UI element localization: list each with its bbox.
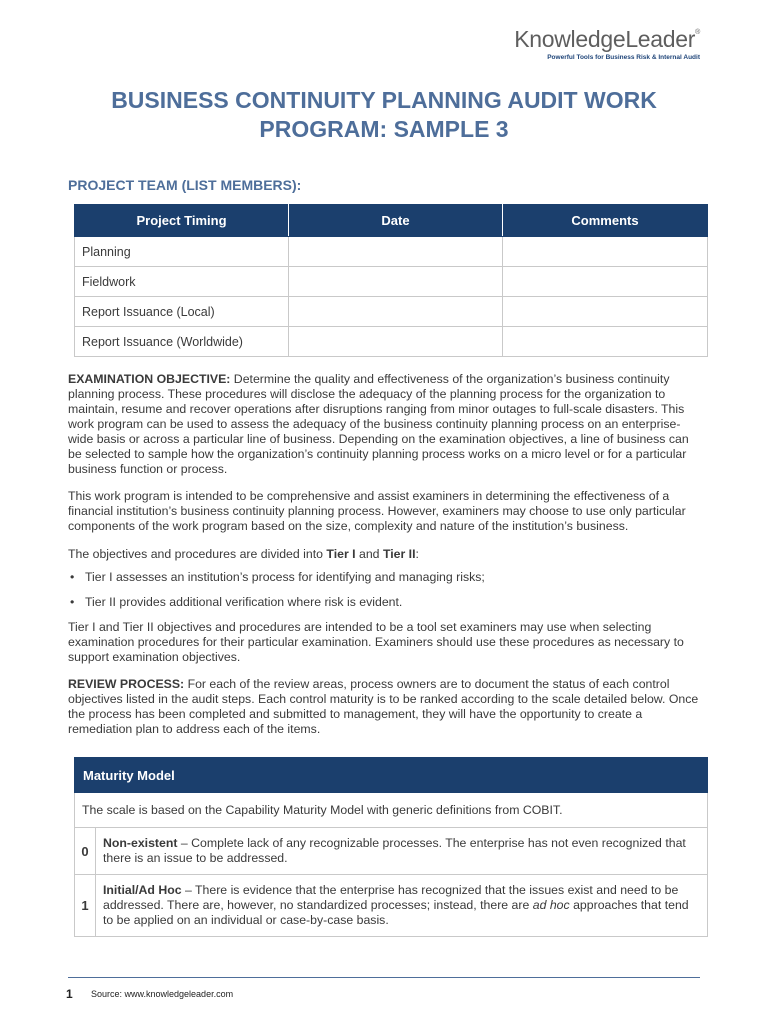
maturity-level-description	[96, 828, 708, 875]
bullet-icon: •	[70, 595, 75, 609]
maturity-level-emphasis: ad hoc	[532, 898, 570, 912]
table-row	[75, 793, 708, 828]
review-process-paragraph	[68, 677, 700, 737]
maturity-level-text: approaches that tend to be applied on an individual or case-by-case basis.	[103, 898, 689, 927]
column-header-date: Date	[289, 205, 503, 237]
review-process-text: For each of the review areas, process owners are to document the status of each control objectives listed in the audit steps. Each control maturity is to be ranked according to the scale detailed below. Once the process has been completed and submitted to management, they will have the opportunity to create a remediation plan to address each of the items.	[68, 677, 699, 736]
list-item	[68, 595, 700, 620]
examination-objective-label: EXAMINATION OBJECTIVE:	[68, 372, 231, 386]
comments-cell[interactable]	[503, 267, 708, 297]
logo-wordmark: KnowledgeLeader	[514, 26, 696, 52]
comments-cell[interactable]	[503, 237, 708, 267]
toolset-paragraph: Tier I and Tier II objectives and procedures are intended to be a tool set examiners may use when selecting examination procedures for their particular examination. Examiners should use these procedures as necessary to support examination objectives.	[68, 620, 684, 664]
bullet-text: Tier II provides additional verification where risk is evident.	[85, 595, 403, 609]
examination-objective-text: Determine the quality and effectiveness of the organization’s business continuity planning process. These procedures will disclose the adequacy of the planning process for the organization to maintain, resume and recover operations after disruptions ranging from minor outages to full-scale disasters. This work program can be used to assess the adequacy of the business continuity planning process on an enterprise-wide basis or across a particular line of business. Depending on the examination objectives, a line of business can be selected to sample how the organization’s continuity planning process works on a micro level or for a particular business function or process.	[68, 372, 689, 476]
comprehensive-paragraph: This work program is intended to be comprehensive and assist examiners in determining the effectiveness of a financial institution’s business continuity planning process. However, examiners may choose to use only particular components of the work program based on the size, complexity and nature of the institution’s business.	[68, 489, 686, 533]
list-item	[68, 570, 700, 595]
tier1-label: Tier I	[326, 547, 356, 561]
maturity-level-text: – There is evidence that the enterprise has recognized that the issues exist and need to be addressed. There are, however, no standardized processes; instead, there are	[103, 883, 679, 912]
logo	[514, 26, 700, 61]
examination-objective-paragraph	[68, 372, 700, 477]
maturity-level-name: Initial/Ad Hoc	[103, 883, 182, 897]
document-title	[68, 86, 700, 144]
table-row	[75, 267, 708, 297]
date-cell[interactable]	[289, 267, 503, 297]
bullet-text: Tier I assesses an institution’s process for identifying and managing risks;	[85, 570, 485, 584]
tier-bullet-list	[68, 570, 700, 620]
document-title-line2: PROGRAM: SAMPLE 3	[259, 116, 509, 142]
bullet-icon: •	[70, 570, 75, 584]
column-header-project-timing: Project Timing	[75, 205, 289, 237]
tiers-intro-paragraph	[68, 547, 700, 562]
logo-registered-mark: ®	[695, 29, 700, 36]
maturity-scale-note: The scale is based on the Capability Maturity Model with generic definitions from COBIT.	[75, 793, 708, 828]
timing-phase-cell: Fieldwork	[75, 267, 289, 297]
maturity-level-name: Non-existent	[103, 836, 178, 850]
timing-phase-cell: Report Issuance (Local)	[75, 297, 289, 327]
maturity-level-description	[96, 875, 708, 937]
timing-phase-cell: Report Issuance (Worldwide)	[75, 327, 289, 357]
column-header-comments: Comments	[503, 205, 708, 237]
tier2-label: Tier II	[382, 547, 416, 561]
document-title-line1: BUSINESS CONTINUITY PLANNING AUDIT WORK	[111, 87, 657, 113]
timing-phase-cell: Planning	[75, 237, 289, 267]
tiers-intro-and: and	[355, 547, 383, 561]
maturity-level-text: – Complete lack of any recognizable processes. The enterprise has not even recognized that there is an issue to be addressed.	[103, 836, 686, 865]
table-row	[75, 237, 708, 267]
footer-divider	[68, 977, 700, 978]
project-timing-table	[74, 204, 708, 357]
review-process-label: REVIEW PROCESS:	[68, 677, 185, 691]
logo-name	[514, 26, 700, 53]
maturity-level-number: 1	[75, 875, 96, 937]
comments-cell[interactable]	[503, 327, 708, 357]
table-row	[75, 875, 708, 937]
comments-cell[interactable]	[503, 297, 708, 327]
maturity-model-table	[74, 757, 708, 937]
logo-tagline: Powerful Tools for Business Risk & Internal Audit	[547, 54, 700, 61]
date-cell[interactable]	[289, 237, 503, 267]
maturity-level-number: 0	[75, 828, 96, 875]
table-row	[75, 828, 708, 875]
maturity-header-row	[75, 758, 708, 793]
tiers-intro-text: The objectives and procedures are divided into	[68, 547, 327, 561]
project-team-heading: PROJECT TEAM (LIST MEMBERS):	[68, 177, 302, 193]
table-row	[75, 327, 708, 357]
table-row	[75, 297, 708, 327]
tiers-intro-colon: :	[415, 547, 419, 561]
page-number: 1	[66, 987, 73, 1001]
table-header-row	[75, 205, 708, 237]
maturity-model-heading: Maturity Model	[75, 758, 708, 793]
date-cell[interactable]	[289, 297, 503, 327]
footer-source: Source: www.knowledgeleader.com	[91, 989, 234, 999]
date-cell[interactable]	[289, 327, 503, 357]
